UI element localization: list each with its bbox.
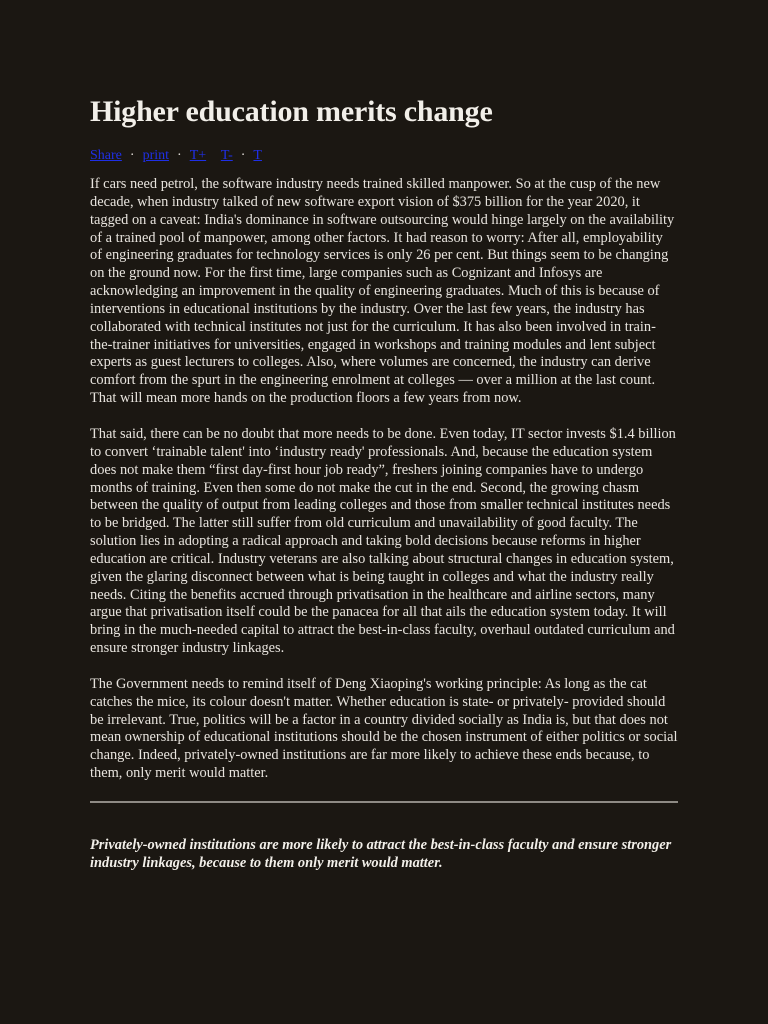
font-smaller-link[interactable]: T-: [220, 148, 233, 163]
article-paragraph: If cars need petrol, the software industry needs trained skilled manpower. So at the cusp of the new decade, when industry talked of new software export vision of $375 billion for the year 2020, it tagged on a caveat: India's dominance in software outsourcing would hinge largely on the availability of a trained pool of manpower, among other factors. It had reason to worry: After all, employability of engineering graduates for technology services is only 26 per cent. But things seem to be changing on the ground now. For the first time, large companies such as Cognizant and Infosys are acknowledging an improvement in the quality of engineering graduates. Much of this is because of interventions in educational institutions by the industry. Over the last few years, the industry has collaborated with technical institutes not just for the curriculum. It has also been involved in train-the-trainer initiatives for universities, engaged in workshops and training modules and lent subject experts as guest lecturers to colleges. Also, where volumes are concerned, the industry can derive comfort from the spurt in the engineering enrolment at colleges — over a million at the last count. That will mean more hands on the production floors a few years from now.: [90, 176, 675, 407]
tools-separator: ·: [240, 148, 246, 163]
font-larger-link[interactable]: T+: [189, 148, 207, 163]
article-container: [90, 93, 678, 872]
article-paragraph: The Government needs to remind itself of Deng Xiaoping's working principle: As long as the cat catches the mice, its colour doesn't matter. Whether education is state- or privately- provided should be irrelevant. True, politics will be a factor in a country divided socially as India is, but that does not mean ownership of educational institutions should be the chosen instrument of either politics or social change. Indeed, privately-owned institutions are far more likely to achieve these ends because, to them, only merit would matter.: [90, 675, 678, 782]
pullquote: Privately-owned institutions are more likely to attract the best-in-class faculty and ensure stronger industry linkages, because to them only merit would matter.: [90, 837, 672, 871]
article-tools: [90, 147, 678, 165]
print-link[interactable]: print: [142, 148, 170, 163]
font-reset-link[interactable]: T: [253, 148, 262, 163]
tools-separator: ·: [129, 148, 135, 163]
article-paragraph: That said, there can be no doubt that more needs to be done. Even today, IT sector invests $1.4 billion to convert ‘trainable talent' into ‘industry ready' professionals. And, because the education system does not make them “first day-first hour job ready”, freshers joining companies have to undergo months of training. Even then some do not make the cut in the end. Second, the growing chasm between the quality of output from leading colleges and those from smaller technical institutes needs to be bridged. The latter still suffer from old curriculum and unavailability of good faculty. The solution lies in adopting a radical approach and taking bold decisions because reforms in higher education are critical. Industry veterans are also talking about structural changes in education system, given the glaring disconnect between what is being taught in colleges and what the industry really needs. Citing the benefits accrued through privatisation in the healthcare and airline sectors, many argue that privatisation itself could be the panacea for all that ails the education system today. It will bring in the much-needed capital to attract the best-in-class faculty, overhaul outdated curriculum and ensure stronger industry linkages.: [90, 425, 676, 657]
share-link[interactable]: Share: [90, 148, 122, 163]
divider: [90, 801, 678, 803]
article-body: [90, 176, 678, 783]
article-title: Higher education merits change: [90, 95, 493, 128]
tools-separator: ·: [177, 148, 182, 163]
